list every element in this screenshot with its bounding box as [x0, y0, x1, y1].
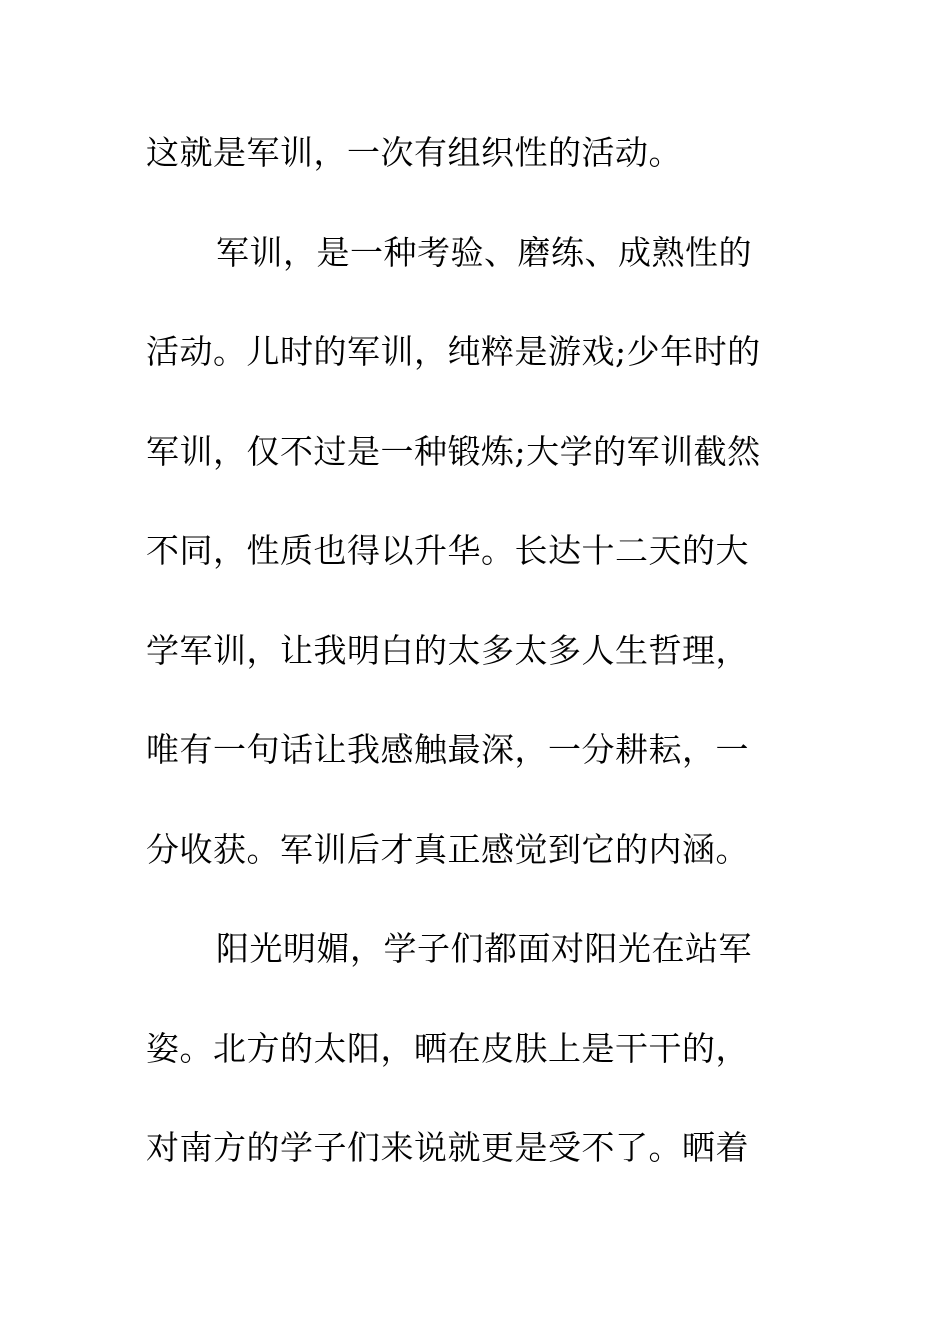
text-line-1: 这就是军训，一次有组织性的活动。: [146, 133, 682, 172]
text-line-4: 军训，仅不过是一种锻炼;大学的军训截然: [146, 432, 761, 471]
text-line-11: 对南方的学子们来说就更是受不了。晒着: [146, 1128, 749, 1167]
text-line-2: 军训，是一种考验、磨练、成熟性的: [216, 233, 752, 272]
text-line-7: 唯有一句话让我感触最深，一分耕耘，一: [146, 730, 749, 769]
text-line-5: 不同，性质也得以升华。长达十二天的大: [146, 531, 749, 570]
text-line-3: 活动。儿时的军训，纯粹是游戏;少年时的: [146, 332, 761, 371]
text-line-8: 分收获。军训后才真正感觉到它的内涵。: [146, 830, 749, 869]
text-line-6: 学军训，让我明白的太多太多人生哲理，: [146, 631, 749, 670]
text-line-10: 姿。北方的太阳，晒在皮肤上是干干的，: [146, 1029, 749, 1068]
text-line-9: 阳光明媚，学子们都面对阳光在站军: [216, 929, 752, 968]
